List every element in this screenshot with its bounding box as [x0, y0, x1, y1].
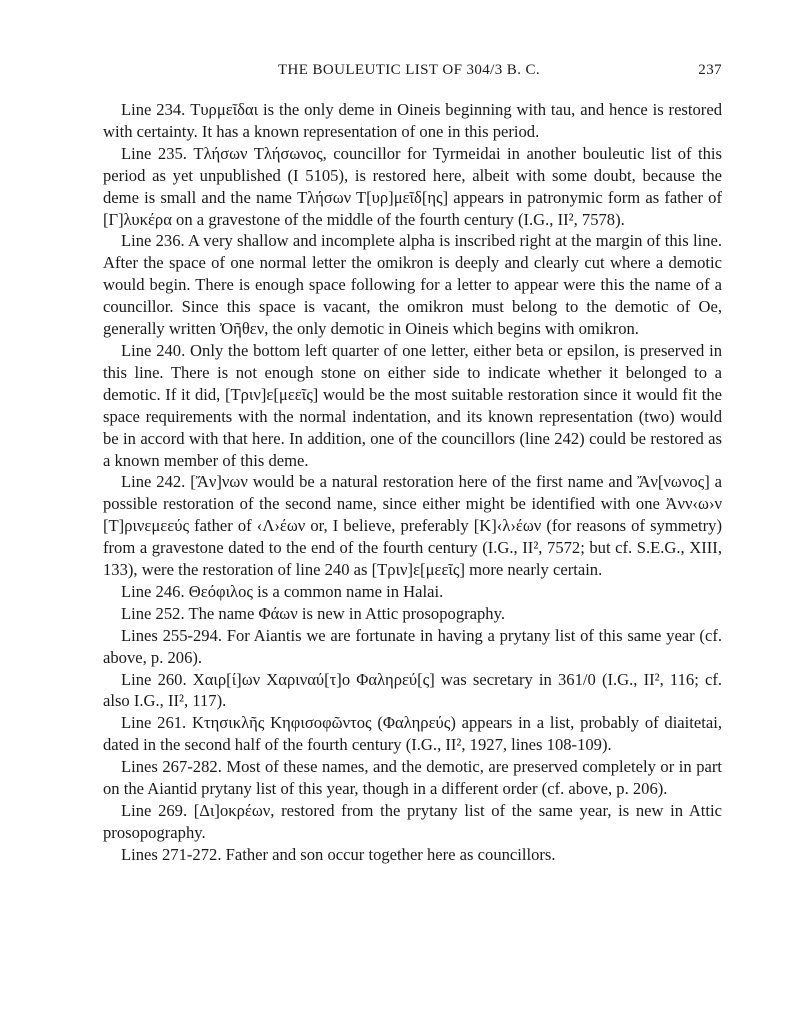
note-lines-255-294: Lines 255-294. For Aiantis we are fortunate in having a prytany list of this same year (cf. above, p. 206).: [103, 625, 722, 667]
note-line-261: Line 261. Κτησικλῆς Κηφισοφῶντος (Φαληρεύς) appears in a list, probably of diaitetai, dated in the second half of the fourth century (I.G., II², 1927, lines 108-109).: [103, 713, 722, 755]
note-line-252: Line 252. The name Φάων is new in Attic prosopography.: [121, 603, 505, 623]
note-line-240: Line 240. Only the bottom left quarter of one letter, either beta or epsilon, is preserved in this line. There is not enough stone on either side to indicate whether it belonged to a demotic. If it did, [Τριν]ε[μεεῖς] would be the most suitable restoration since it would fit the space requirements with the normal indentation, and its known representation (two) would be in accord with that here. In addition, one of the councillors (line 242) could be restored as a known member of this deme.: [103, 340, 722, 470]
note-line-269: Line 269. [Δι]οκρέων, restored from the prytany list of the same year, is new in Attic prosopography.: [103, 801, 722, 842]
running-title: THE BOULEUTIC LIST OF 304/3 B. C.: [277, 62, 541, 78]
note-line-246: Line 246. Θεόφιλος is a common name in Halai.: [121, 581, 444, 601]
page-number: 237: [698, 62, 722, 78]
note-line-260: Line 260. Χαιρ[ί]ων Χαριναύ[τ]ο Φαληρεύ[ς] was secretary in 361/0 (I.G., II², 116; cf. also I.G., II², 117).: [103, 669, 722, 711]
body-text: [103, 99, 722, 866]
note-lines-271-272: Lines 271-272. Father and son occur together here as councillors.: [121, 844, 556, 864]
note-line-234: Line 234. Τυρμεῖδαι is the only deme in Oineis beginning with tau, and hence is restored with certainty. It has a known representation of one in this period.: [103, 100, 722, 141]
note-line-242: Line 242. [Ἄν]νων would be a natural restoration here of the first name and Ἄν[νωνος] a possible restoration of the second name, since either might be identified with one Ἀνν‹ω›ν [Τ]ρινεμεεύς father of ‹Λ›έων or, I believe, preferably [Κ]‹λ›έων (for reasons of symmetry) from a gravestone dated to the end of the fourth century (I.G., II², 7572; but cf. S.E.G., XIII, 133), were the restoration of line 240 as [Τριν]ε[μεεῖς] more nearly certain.: [103, 472, 722, 580]
note-line-236: Line 236. A very shallow and incomplete alpha is inscribed right at the margin of this line. After the space of one normal letter the omikron is deeply and clearly cut where a demotic would begin. There is enough space following for a letter to appear were this the name of a councillor. Since this space is vacant, the omikron must belong to the demotic of Oe, generally written Ὀῆθεν, the only demotic in Oineis which begins with omikron.: [103, 231, 722, 339]
running-header: [96, 62, 722, 86]
note-lines-267-282: Lines 267-282. Most of these names, and the demotic, are preserved completely or in part on the Aiantid prytany list of this year, though in a different order (cf. above, p. 206).: [103, 757, 722, 799]
note-line-235: Line 235. Τλήσων Τλήσωνος, councillor for Tyrmeidai in another bouleutic list of this period as yet unpublished (I 5105), is restored here, albeit with some doubt, because the deme is small and the name Τλήσων Τ[υρ]μεῖδ[ης] appears in patronymic form as father of [Γ]λυκέρα on a gravestone of the middle of the fourth century (I.G., II², 7578).: [103, 143, 722, 229]
